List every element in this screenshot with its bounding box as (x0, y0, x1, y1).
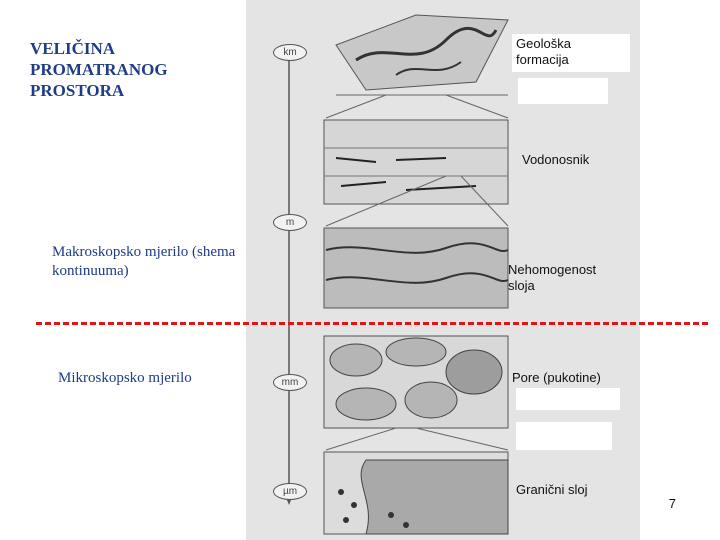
scale-divider-line (36, 322, 708, 325)
page-number: 7 (668, 496, 676, 511)
aquifer-illustration (324, 120, 508, 226)
scale-figure (246, 0, 640, 540)
macroscopic-scale-label: Makroskopsko mjerilo (shema kontinuuma) (52, 244, 236, 279)
scale-mm: mm (273, 374, 307, 391)
geological-formation-illustration (326, 15, 508, 118)
scale-m: m (273, 214, 307, 231)
microscopic-scale-label: Mikroskopsko mjerilo (58, 370, 192, 386)
label-box-blank-2 (516, 388, 620, 410)
boundary-layer-illustration (324, 452, 508, 534)
level-layer-heterogeneity: Nehomogenost sloja (508, 262, 597, 293)
page-title: VELIČINA PROMATRANOG PROSTORA (30, 39, 168, 100)
level-pores: Pore (pukotine) (512, 370, 601, 385)
layer-heterogeneity-illustration (324, 228, 508, 308)
level-geological-formation: Geološka formacija (516, 36, 571, 67)
scale-um: µm (273, 483, 307, 500)
level-boundary-layer: Granični sloj (516, 482, 588, 497)
label-box-blank-3 (516, 422, 612, 450)
scale-km: km (273, 44, 307, 61)
label-box-blank-1 (518, 78, 608, 104)
level-aquifer: Vodonosnik (522, 152, 590, 167)
pores-illustration (324, 336, 508, 450)
